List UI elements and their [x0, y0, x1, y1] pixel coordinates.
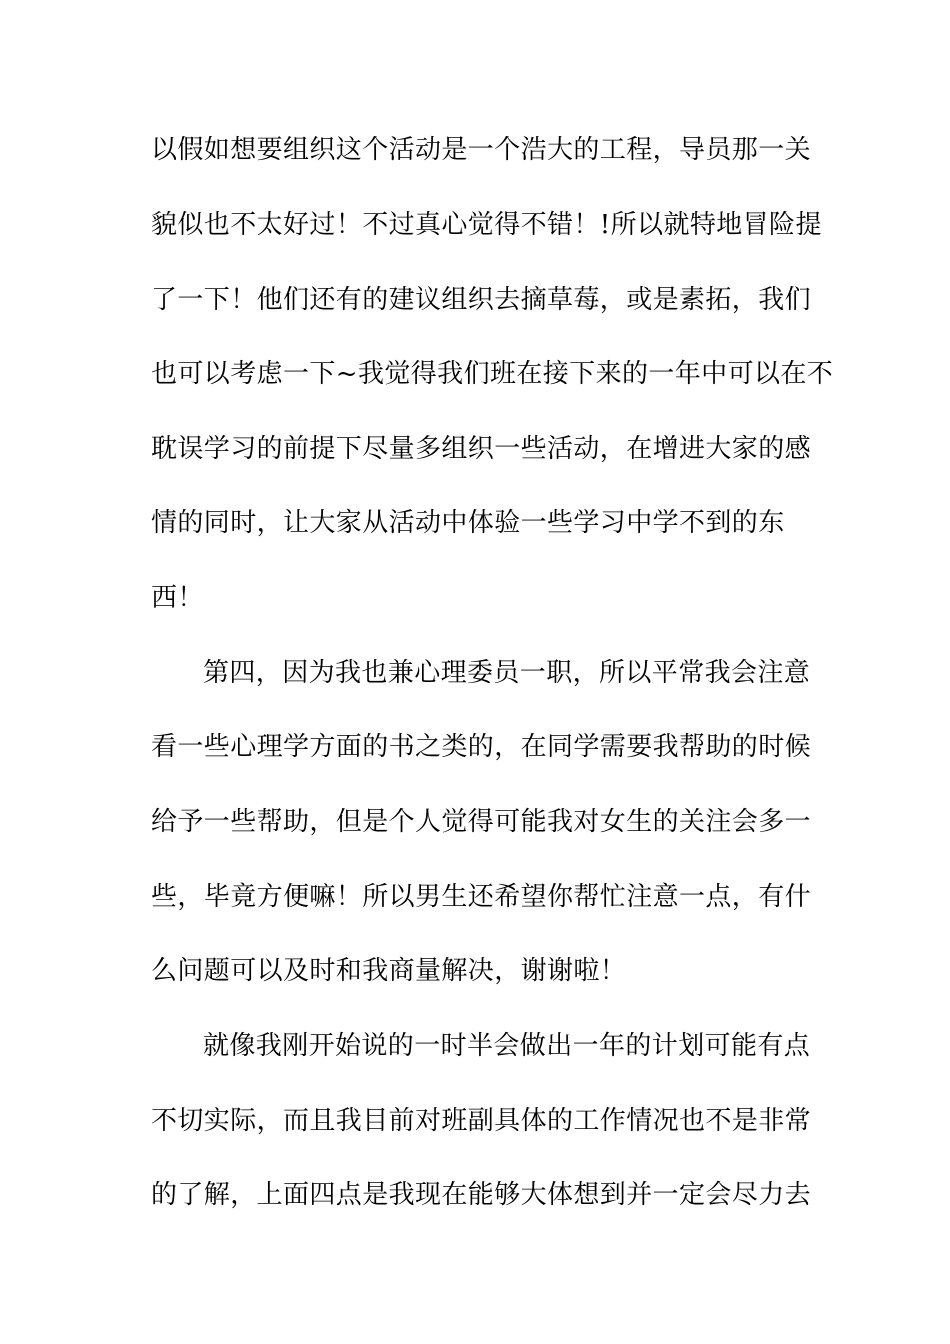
text-line: 耽误学习的前提下尽量多组织一些活动，在增进大家的感 — [151, 434, 812, 464]
text-line: 以假如想要组织这个活动是一个浩大的工程，导员那一关 — [151, 135, 812, 165]
text-line: 貌似也不太好过！不过真心觉得不错！!所以就特地冒险提 — [151, 210, 822, 240]
text-line: 也可以考虑一下~我觉得我们班在接下来的一年中可以在不 — [151, 359, 834, 389]
paragraph-first-line: 就像我刚开始说的一时半会做出一年的计划可能有点 — [203, 1031, 811, 1061]
text-line: 么问题可以及时和我商量解决，谢谢啦！ — [151, 956, 627, 986]
paragraph-first-line: 第四，因为我也兼心理委员一职，所以平常我会注意 — [203, 658, 811, 688]
text-line: 不切实际，而且我目前对班副具体的工作情况也不是非常 — [151, 1106, 812, 1136]
text-line: 情的同时，让大家从活动中体验一些学习中学不到的东 — [151, 508, 785, 538]
text-line: 西！ — [151, 583, 204, 613]
text-line: 看一些心理学方面的书之类的，在同学需要我帮助的时候 — [151, 732, 812, 762]
text-line: 的了解，上面四点是我现在能够大体想到并一定会尽力去 — [151, 1180, 812, 1210]
text-line: 些，毕竟方便嘛！所以男生还希望你帮忙注意一点，有什 — [151, 882, 812, 912]
text-line: 了一下！他们还有的建议组织去摘草莓，或是素拓，我们 — [151, 285, 812, 315]
text-line: 给予一些帮助，但是个人觉得可能我对女生的关注会多一 — [151, 807, 812, 837]
